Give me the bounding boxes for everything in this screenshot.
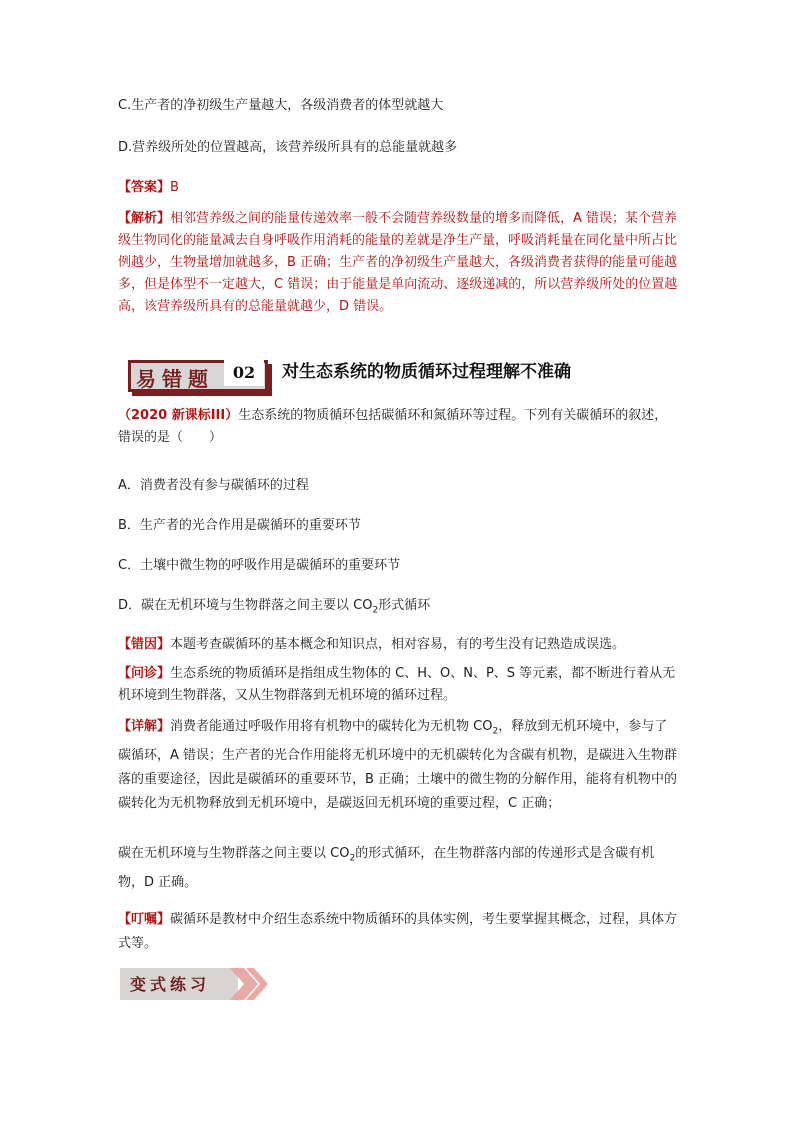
error-topic-badge (128, 360, 268, 392)
badge-number: 02 (224, 360, 264, 386)
chevron-right-icon (230, 966, 272, 1002)
section-title: 对生态系统的物质循环过程理解不准确 (282, 362, 571, 382)
question-option-a: A．消费者没有参与碳循环的过程 (118, 478, 309, 493)
detail-tag: 【详解】 (118, 719, 171, 734)
detail-text-post: ，释放到无机环境中，参与了碳循环，A 错误；生产者的光合作用能将无机环境中的无机碳转化为含碳有机物，是碳进入生物群落的重要途径，因此是碳循环的重要环节，B 正确；土壤中的微生物的分解作用，能将有机物中的碳转化为无机物释放到无机环境中，是碳返回无机环境的重要过程，C 正确； (118, 719, 678, 811)
question-option-d (118, 598, 430, 619)
detail-paragraph (118, 715, 678, 816)
option-d-sub: 2 (372, 605, 379, 616)
detail-paragraph-2 (118, 842, 678, 895)
detail-text2-pre: 碳在无机环境与生物群落之间主要以 CO (118, 846, 350, 861)
question-source: （2020 新课标III） (118, 408, 239, 423)
variant-practice-banner (120, 966, 270, 1002)
answer-line (118, 180, 179, 196)
question-stem (118, 405, 678, 449)
error-cause-tag: 【错因】 (118, 637, 171, 652)
question-option-b: B．生产者的光合作用是碳循环的重要环节 (118, 518, 361, 533)
detail-sub: 2 (492, 726, 499, 737)
detail-sub-2: 2 (349, 853, 356, 864)
error-cause-text: 本题考查碳循环的基本概念和知识点，相对容易，有的考生没有记熟造成误选。 (170, 637, 626, 652)
option-d-post: 形式循环 (378, 598, 431, 613)
reminder-text: 碳循环是教材中介绍生态系统中物质循环的具体实例，考生要掌握其概念，过程，具体方式等。 (118, 912, 678, 951)
analysis-tag: 【解析】 (118, 211, 171, 226)
option-d-text: D.营养级所处的位置越高，该营养级所具有的总能量就越多 (118, 140, 458, 155)
answer-value: B (170, 180, 179, 195)
question-option-c: C．土壤中微生物的呼吸作用是碳循环的重要环节 (118, 558, 401, 573)
answer-tag: 【答案】 (118, 180, 171, 195)
error-cause-paragraph (118, 634, 678, 656)
option-d-pre: D．碳在无机环境与生物群落之间主要以 CO (118, 598, 373, 613)
reminder-paragraph (118, 908, 678, 956)
diagnosis-tag: 【问诊】 (118, 666, 171, 681)
question-text: 生态系统的物质循环包括碳循环和氮循环等过程。下列有关碳循环的叙述，错误的是（ ） (118, 408, 668, 445)
variant-banner-label: 变式练习 (130, 975, 211, 994)
diagnosis-paragraph (118, 663, 678, 707)
analysis-text: 相邻营养级之间的能量传递效率一般不会随营养级数量的增多而降低，A 错误；某个营养级生物同化的能量减去自身呼吸作用消耗的能量的差就是净生产量，呼吸消耗量在同化量中所占比例越少，生物量增加就越多，B 正确；生产者的净初级生产量越大，各级消费者获得的能量可能越多，但是体型不一定越大，C 错误；由于能量是单向流动、逐级递减的，所以营养级所处的位置越高，该营养级所具有的总能量就越少，D 错误。 (118, 211, 678, 314)
diagnosis-text: 生态系统的物质循环是指组成生物体的 C、H、O、N、P、S 等元素，都不断进行着从无机环境到生物群落，又从生物群落到无机环境的循环过程。 (118, 666, 676, 703)
option-c-text: C.生产者的净初级生产量越大，各级消费者的体型就越大 (118, 98, 444, 113)
detail-text-pre: 消费者能通过呼吸作用将有机物中的碳转化为无机物 CO (170, 719, 493, 734)
detail-text2-post: 的形式循环，在生物群落内部的传递形式是含碳有机物，D 正确。 (118, 846, 655, 890)
reminder-tag: 【叮嘱】 (118, 912, 171, 927)
badge-word: 易错题 (136, 367, 214, 391)
analysis-paragraph (118, 208, 678, 318)
